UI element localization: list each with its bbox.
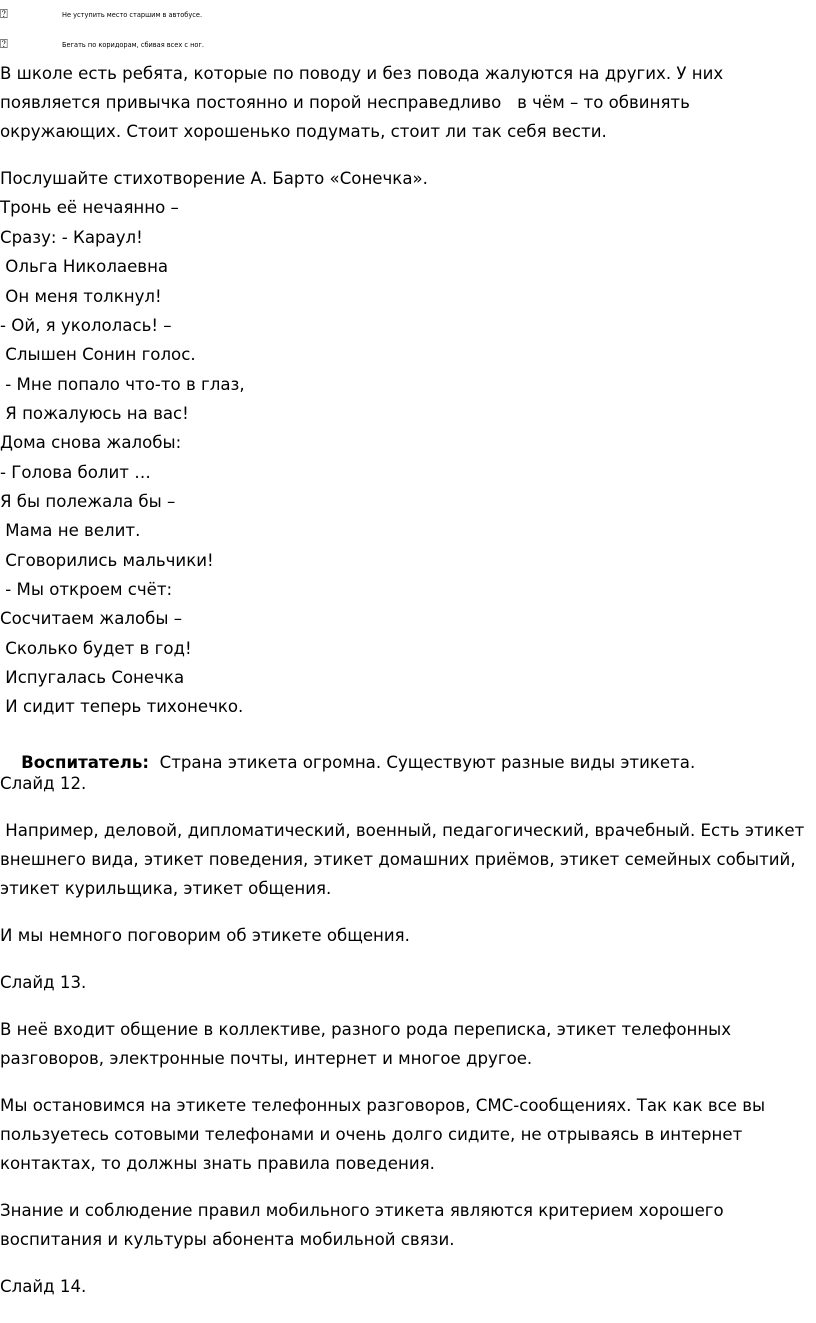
slide-heading: Слайд 13. [0, 973, 87, 992]
poem-line: - Ой, я укололась! – [0, 316, 172, 335]
poem-line: И сидит теперь тихонечко. [0, 697, 244, 716]
bullet-glyph: ⍰ [0, 37, 8, 52]
poem-line: - Мне попало что-то в глаз, [0, 375, 245, 394]
poem-line: - Мы откроем счёт: [0, 580, 173, 599]
poem-line: - Голова болит … [0, 463, 151, 482]
bullet-text: Бегать по коридорам, сбивая всех с ног. [62, 41, 204, 49]
paragraph-line: И мы немного поговорим об этикете общения. [0, 926, 410, 945]
paragraph-line: внешнего вида, этикет поведения, этикет домашних приёмов, этикет семейных событий, [0, 850, 796, 869]
poem-line: Слышен Сонин голос. [0, 345, 196, 364]
poem-line: Я бы полежала бы – [0, 492, 176, 511]
poem-intro: Послушайте стихотворение А. Барто «Сонечка». [0, 169, 428, 188]
paragraph-line: пользуетесь сотовыми телефонами и очень долго сидите, не отрываясь в интернет [0, 1125, 743, 1144]
poem-line: Сговорились мальчики! [0, 551, 214, 570]
poem-line: Мама не велит. [0, 521, 141, 540]
bullet-glyph: ⍰ [0, 7, 8, 22]
bullet-item [0, 2, 816, 28]
poem-line: Я пожалуюсь на вас! [0, 404, 189, 423]
poem-line: Сосчитаем жалобы – [0, 609, 183, 628]
paragraph-line: контактах, то должны знать правила поведения. [0, 1154, 435, 1173]
poem-line: Он меня толкнул! [0, 287, 162, 306]
teacher-label: Воспитатель: [21, 753, 150, 772]
teacher-line [0, 724, 696, 772]
poem-line: Дома снова жалобы: [0, 433, 182, 452]
paragraph-line: Знание и соблюдение правил мобильного этикета являются критерием хорошего [0, 1201, 724, 1220]
paragraph-line: появляется привычка постоянно и порой несправедливо в чём – то обвинять [0, 93, 690, 112]
paragraph-line: разговоров, электронные почты, интернет и многое другое. [0, 1049, 533, 1068]
poem-line: Сразу: - Караул! [0, 228, 143, 247]
bullet-item [0, 32, 816, 58]
paragraph-line: Мы остановимся на этикете телефонных разговоров, СМС-сообщениях. Так как все вы [0, 1096, 766, 1115]
paragraph-line: Например, деловой, дипломатический, военный, педагогический, врачебный. Есть этикет [0, 821, 805, 840]
poem-line: Тронь её нечаянно – [0, 198, 179, 217]
poem-line: Ольга Николаевна [0, 257, 169, 276]
paragraph-line: В школе есть ребята, которые по поводу и без повода жалуются на других. У них [0, 64, 724, 83]
slide-heading: Слайд 12. [0, 774, 87, 793]
poem-line: Сколько будет в год! [0, 639, 192, 658]
paragraph-line: В неё входит общение в коллективе, разного рода переписка, этикет телефонных [0, 1020, 732, 1039]
slide-heading: Слайд 14. [0, 1277, 87, 1296]
teacher-text: Страна этикета огромна. Существуют разные виды этикета. [149, 753, 696, 772]
paragraph-line: этикет курильщика, этикет общения. [0, 879, 332, 898]
paragraph-line: окружающих. Стоит хорошенько подумать, стоит ли так себя вести. [0, 122, 607, 141]
bullet-text: Не уступить место старшим в автобусе. [62, 11, 203, 19]
poem-line: Испугалась Сонечка [0, 668, 185, 687]
paragraph-line: воспитания и культуры абонента мобильной связи. [0, 1230, 455, 1249]
